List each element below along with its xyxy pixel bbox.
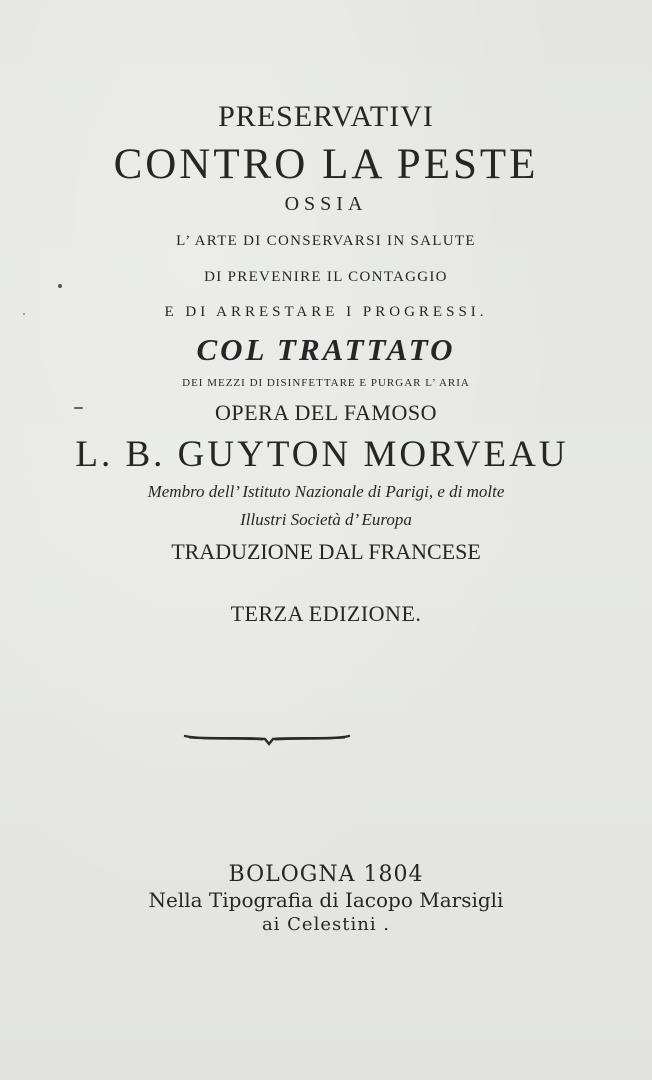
imprint-location: ai Celestini . xyxy=(261,914,391,935)
opera-line: OPERA DEL FAMOSO xyxy=(215,400,437,425)
paper-speck xyxy=(23,313,25,315)
imprint-city-year: BOLOGNA 1804 xyxy=(228,862,424,887)
subtitle-line-1: L’ ARTE DI CONSERVARSI IN SALUTE xyxy=(176,233,476,249)
subtitle-line-3: E DI ARRESTARE I PROGRESSI. xyxy=(164,304,488,320)
col-trattato-heading: COL TRATTATO xyxy=(196,332,456,367)
mezzi-line: DEI MEZZI DI DISINFETTARE E PURGAR L’ ARIA xyxy=(182,377,470,389)
imprint-printer: Nella Tipografia di Iacopo Marsigli xyxy=(148,888,504,912)
traduzione-line: TRADUZIONE DAL FRANCESE xyxy=(171,539,481,564)
ossia-line: OSSIA xyxy=(284,193,368,215)
edition-line: TERZA EDIZIONE. xyxy=(230,601,422,626)
illustri-line: Illustri Società d’ Europa xyxy=(240,510,412,529)
title-line-1: PRESERVATIVI xyxy=(218,100,434,133)
ornament-rule-icon xyxy=(183,730,353,746)
paper-speck xyxy=(58,284,62,288)
paper-speck xyxy=(74,407,83,409)
author-name: L. B. GUYTON MORVEAU xyxy=(75,434,569,475)
title-line-2: CONTRO LA PESTE xyxy=(113,141,539,188)
membro-line: Membro dell’ Istituto Nazionale di Parigi, e di molte xyxy=(147,482,505,501)
subtitle-line-2: DI PREVENIRE IL CONTAGGIO xyxy=(204,269,448,285)
